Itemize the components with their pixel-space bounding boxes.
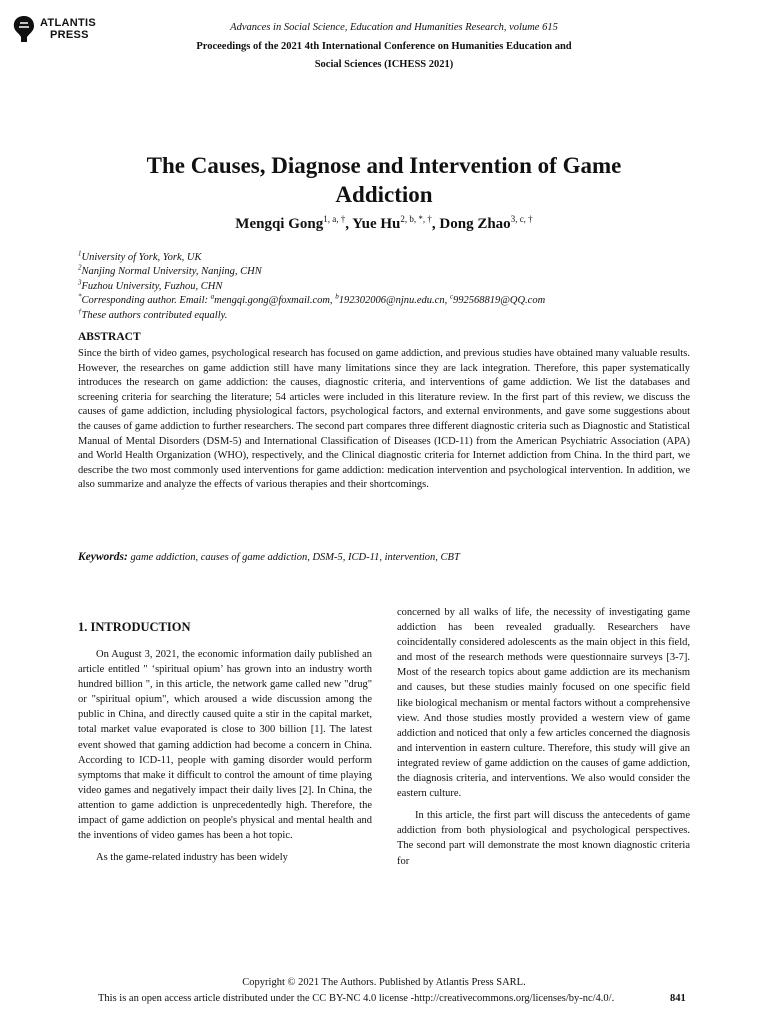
affiliations [78, 251, 690, 323]
body-paragraph: On August 3, 2021, the economic information daily published an article entitled " ‘spiritual opium’ has grown into an industry worth hundred billion ", in this article, the network game called new "drug" or "spiritual opium", which aroused a wide discussion among the public in China, and directly caused quite a stir in the capital market, total market value evaporated is close to 300 billion [1]. The latest event showed that gaming addiction had become a concern in China. According to ICD-11, people with gaming disorder would perform symptoms that make it difficult to control the amount of time playing video games and negatively impact their daily lives [2]. In China, the attention to game addiction is unprecedentedly high. Therefore, the impact of game addiction on people's physical and mental health and the inventions of video games has been a hot topic. [78, 649, 372, 842]
affiliation-text: Fuzhou University, Fuzhou, CHN [81, 280, 223, 292]
logo-line-1: ATLANTIS [40, 17, 96, 29]
logo-line-2: PRESS [50, 29, 89, 41]
atlantis-logo-icon [12, 15, 36, 43]
proceedings-line-2: Social Sciences (ICHESS 2021) [314, 59, 454, 70]
affiliation-mark: 3 [78, 278, 82, 287]
author-name: Mengqi Gong [235, 216, 324, 232]
series-title: Advances in Social Science, Education and Humanities Research, volume 615 [230, 22, 558, 33]
affiliation-text: Nanjing Normal University, Nanjing, CHN [81, 266, 262, 278]
proceedings-title [150, 38, 618, 74]
title-line-1: The Causes, Diagnose and Intervention of Game [146, 153, 622, 178]
license-notice: This is an open access article distributed under the CC BY-NC 4.0 license -http://creativecommons.org/licenses/by-nc/4.0/. [98, 993, 615, 1004]
corresponding-author [78, 294, 690, 308]
left-column [78, 647, 372, 865]
body-paragraph: In this article, the first part will discuss the antecedents of game addiction from both physiological and psychological perspectives. The second part will demonstrate the most known diagnostic criteria for [397, 810, 690, 867]
proceedings-line-1: Proceedings of the 2021 4th International Conference on Humanities Education and [196, 41, 572, 52]
copyright-notice: Copyright © 2021 The Authors. Published by Atlantis Press SARL. [242, 977, 526, 988]
affiliation-mark: 2 [78, 263, 82, 272]
email-mark: a [210, 292, 215, 301]
abstract-heading: ABSTRACT [78, 331, 141, 343]
keywords-text: game addiction, causes of game addiction, DSM-5, ICD-11, intervention, CBT [127, 552, 460, 563]
abstract-body: Since the birth of video games, psychological research has focused on game addiction, and previous studies have obtained many valuable results. However, the researches on game addiction still have many limitations since they are lack integration. Therefore, this paper systematically introduces the research on game addiction: the causes, diagnostic criteria, and interventions of game addiction. We list the databases and screening criteria for searching the literature; 54 articles were included in this literature review. In the first part of this review, we discuss the causes of game addiction, including physiological factors, psychological factors, and external environments, and gave some suggestions about the causes of game addiction to further researchers. The second part compares three different diagnostic criteria such as Diagnostic and Statistical Manual of Mental Disorders (DSM-5) and International Classification of Diseases (ICD-11) from the American Psychiatric Association (APA) and World Health Organization (WHO), respectively, and the Clinical diagnostic criteria for Internet addiction from China. In the third part, we describe the two most commonly used interventions for game addiction: medication intervention and psychological intervention. In addition, we also summarize and analyze the effects of various therapies and their shortcomings. [78, 348, 690, 491]
author-marks: 3, c, † [510, 214, 533, 224]
author-marks: 2, b, *, † [400, 214, 432, 224]
equal-contribution-note [78, 309, 690, 323]
author-list: Mengqi Gong$^{1, a, \dagger}$, Yue $Hu^{2, b, *, \dagger}$, Dong Zhao$^{3, c, \dagger}$ [235, 214, 533, 232]
affiliation-mark: 1 [78, 249, 82, 258]
body-paragraph: As the game-related industry has been widely [96, 852, 288, 864]
body-paragraph: concerned by all walks of life, the necessity of investigating game addiction has been revealed gradually. Researchers have coincidentally considered adolescents as the main object in this field, and most of the research methods were questionnaire surveys [3-7]. Most of the research topics about game addiction are its mechanism and causes, but these studies mainly focused on one specific field like biological mechanism or mental factors without a comprehensive view. And those studies mostly provided a western view of game addiction and noticed that only a few articles concerned the diagnosis and intervention in eastern culture. Therefore, this study will give an integrated review of game addiction on the causes of game addiction, the diagnosis criteria, and interventions. We also would consider the eastern culture. [397, 607, 690, 800]
email-link[interactable]: mengqi.gong@foxmail.com, [214, 295, 336, 307]
corresponding-label: Corresponding author. Email: [81, 295, 211, 307]
right-column [397, 605, 690, 869]
dagger-mark: † [78, 307, 82, 316]
keywords [78, 549, 690, 566]
paper-title [90, 151, 678, 209]
page-number: 841 [670, 993, 686, 1004]
author-name: Yue Hu [352, 216, 401, 232]
affiliation-text: University of York, York, UK [81, 252, 202, 263]
affiliation-item [78, 265, 690, 279]
email-mark: b [335, 292, 339, 301]
title-line-2: Addiction [335, 182, 433, 207]
equal-contribution-text: These authors contributed equally. [81, 309, 228, 321]
email-mark: c [449, 292, 453, 301]
affiliation-item [78, 251, 690, 265]
author-name: Dong Zhao [439, 216, 511, 232]
email-link[interactable]: 192302006@njnu.edu.cn, [338, 295, 450, 307]
author-marks: 1, a, † [323, 214, 346, 224]
section-heading-introduction: 1. INTRODUCTION [78, 620, 191, 634]
corresponding-mark: * [78, 292, 82, 301]
keywords-label: Keywords: [78, 551, 128, 563]
email-link[interactable]: 992568819@QQ.com [452, 295, 546, 307]
publisher-logo [12, 14, 122, 46]
affiliation-item [78, 280, 690, 294]
